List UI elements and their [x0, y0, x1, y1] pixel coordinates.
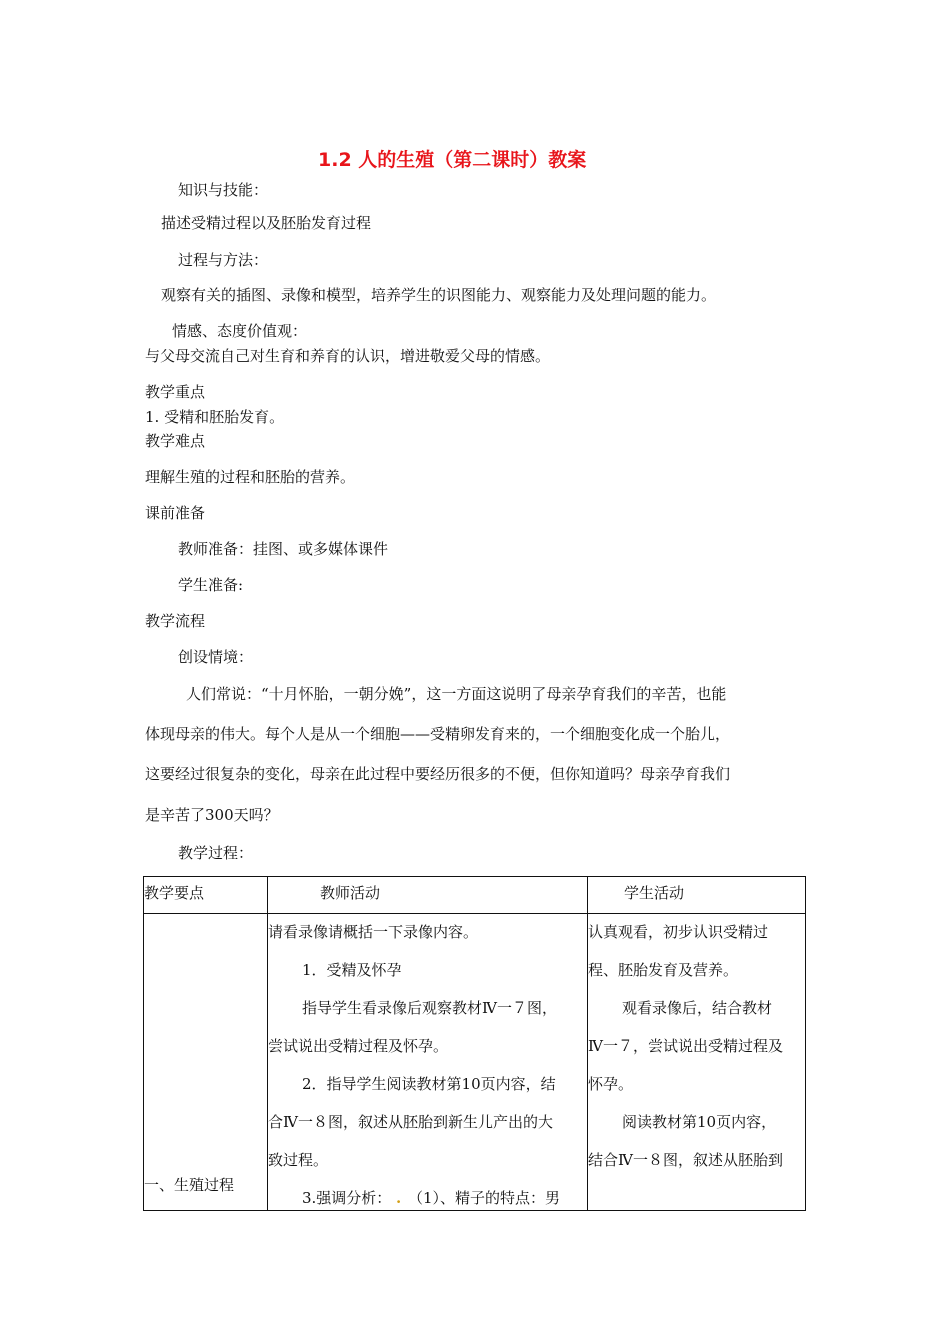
- situation-heading: 创设情境：: [178, 648, 254, 666]
- knowledge-heading: 知识与技能：: [178, 181, 269, 199]
- situation-line: 是辛苦了300天吗？: [145, 806, 279, 824]
- teacher-line: （1）、精子的特点：男: [408, 1189, 561, 1207]
- student-line: 怀孕。: [588, 1075, 634, 1093]
- knowledge-text: 描述受精过程以及胚胎发育过程: [161, 214, 372, 232]
- teacher-line: 请看录像请概括一下录像内容。: [268, 923, 479, 941]
- situation-line: 体现母亲的伟大。每个人是从一个细胞——受精卵发育来的，一个细胞变化成一个胎儿，: [145, 725, 731, 743]
- header-cell: [144, 877, 268, 914]
- teacher-line: 尝试说出受精过程及怀孕。: [268, 1037, 449, 1055]
- point-cell: [144, 914, 268, 1211]
- flow-heading: 教学流程: [145, 612, 206, 630]
- table-header-row: [144, 877, 806, 914]
- teacher-cell: [268, 914, 588, 1211]
- process-label: 教学过程：: [178, 844, 254, 862]
- situation-line: 人们常说：“十月怀胎，一朝分娩”，这一方面这说明了母亲孕育我们的辛苦，也能: [186, 685, 727, 703]
- process-text: 观察有关的插图、录像和模型，培养学生的识图能力、观察能力及处理问题的能力。: [161, 286, 717, 304]
- key-heading: 教学重点: [145, 383, 206, 401]
- page-title: 1.2 人的生殖（第二课时）教案: [318, 149, 587, 171]
- student-prep: 学生准备:: [178, 576, 244, 594]
- difficulty-heading: 教学难点: [145, 432, 206, 450]
- student-line: 阅读教材第10页内容，: [622, 1113, 777, 1131]
- student-cell: [588, 914, 806, 1211]
- header-teacher: 教师活动: [320, 884, 381, 902]
- teacher-line: 1．受精及怀孕: [302, 961, 402, 979]
- table-row: [144, 914, 806, 1211]
- key-text: 1. 受精和胚胎发育。: [145, 408, 285, 426]
- student-line: Ⅳ一７，尝试说出受精过程及: [588, 1037, 783, 1055]
- lesson-table: [143, 876, 806, 1211]
- teacher-line: 指导学生看录像后观察教材Ⅳ一７图，: [302, 999, 557, 1017]
- header-cell: [268, 877, 588, 914]
- teacher-line: 合Ⅳ一８图，叙述从胚胎到新生儿产出的大: [268, 1113, 553, 1131]
- header-student: 学生活动: [624, 884, 685, 902]
- header-point: 教学要点: [144, 884, 205, 902]
- difficulty-text: 理解生殖的过程和胚胎的营养。: [145, 468, 356, 486]
- student-line: 结合Ⅳ一８图，叙述从胚胎到: [588, 1151, 783, 1169]
- header-cell: [588, 877, 806, 914]
- process-heading: 过程与方法：: [178, 251, 269, 269]
- situation-line: 这要经过很复杂的变化，母亲在此过程中要经历很多的不便，但你知道吗？母亲孕育我们: [145, 765, 731, 783]
- student-line: 观看录像后，结合教材: [622, 999, 773, 1017]
- point-text: 一、生殖过程: [144, 1176, 235, 1194]
- teacher-prep: 教师准备：挂图、或多媒体课件: [178, 540, 389, 558]
- student-line: 认真观看，初步认识受精过: [588, 923, 769, 941]
- prep-heading: 课前准备: [145, 504, 206, 522]
- teacher-line: 致过程。: [268, 1151, 329, 1169]
- student-line: 程、胚胎发育及营养。: [588, 961, 739, 979]
- emotion-heading: 情感、态度价值观：: [172, 322, 308, 340]
- highlight-mark: .: [396, 1189, 402, 1207]
- teacher-line: 2．指导学生阅读教材第10页内容，结: [302, 1075, 556, 1093]
- teacher-line: 3.强调分析：: [302, 1189, 392, 1207]
- emotion-text: 与父母交流自己对生育和养育的认识，增进敬爱父母的情感。: [145, 347, 551, 365]
